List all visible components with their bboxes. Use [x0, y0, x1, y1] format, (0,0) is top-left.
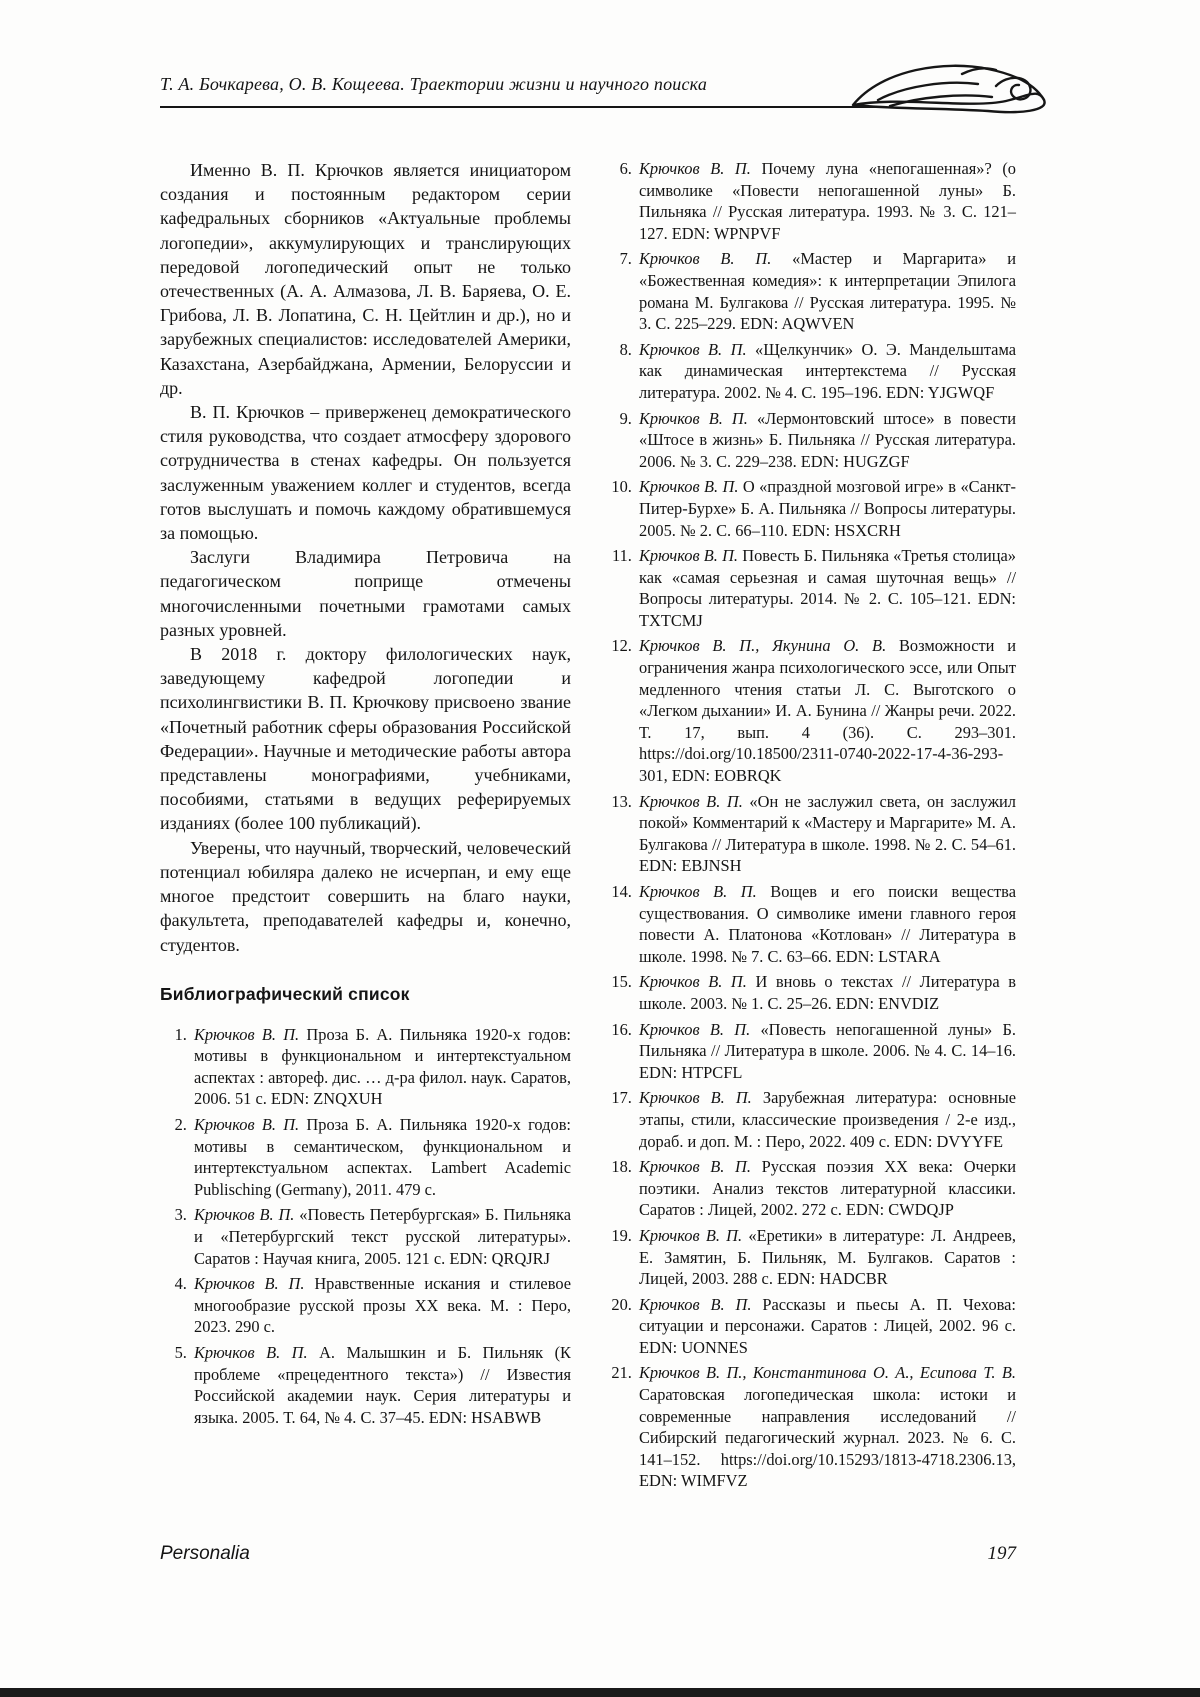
reference-item	[636, 476, 1016, 541]
reference-authors: Крючков В. П.	[639, 1088, 752, 1108]
reference-authors: Крючков В. П.	[194, 1205, 295, 1225]
reference-text: «Повесть Петербургская» Б. Пильняка и «Петербургский текст русской литературы». Саратов : Научая книга, 2005. 121 с. EDN: QRQJRJ	[194, 1205, 571, 1268]
reference-text: И вновь о текстах // Литература в школе. 2003. № 1. С. 25–26. EDN: ENVDIZ	[639, 972, 1016, 1013]
reference-item	[636, 1087, 1016, 1152]
reference-item	[636, 1294, 1016, 1359]
reference-item	[636, 158, 1016, 244]
reference-item	[191, 1204, 571, 1269]
reference-text: Повесть Б. Пильняка «Третья столица» как «самая серьезная и самая шуточная вещь» // Вопросы литературы. 2014. № 2. С. 105–121. EDN: TXTCMJ	[639, 546, 1016, 630]
page-number: 197	[987, 1543, 1016, 1564]
reference-text: Рассказы и пьесы А. П. Чехова: ситуации и персонажи. Саратов : Лицей, 2002. 96 с. EDN: UONNES	[639, 1294, 1016, 1357]
page-header	[160, 74, 1042, 108]
reference-text: «Еретики» в литературе: Л. Андреев, Е. Замятин, Б. Пильняк, М. Булгаков. Саратов : Лицей, 2003. 288 с. EDN: HADCBR	[639, 1225, 1016, 1289]
header-ornament-icon	[850, 57, 1048, 117]
reference-authors: Крючков В. П.	[639, 1019, 751, 1039]
reference-authors: Крючков В. П.	[639, 339, 747, 359]
paragraph: В 2018 г. доктору филологических наук, заведующему кафедрой логопедии и психолингвистики В. П. Крючкову присвоено звание «Почетный работник сферы образования Российской Федерации». Научные и методические работы автора представлены монографиями, учебниками, пособиями, статьями в ведущих реферируемых изданиях (более 100 публикаций).	[160, 644, 571, 834]
reference-authors: Крючков В. П.	[194, 1024, 300, 1044]
reference-item	[636, 408, 1016, 473]
paragraph: Именно В. П. Крючков является инициатором создания и постоянным редактором серии кафедральных сборников «Актуальные проблемы логопедии», аккумулирующих и транслирующих передовой логопедический опыт не только отечественных (А. А. Алмазова, Л. В. Баряева, О. Е. Грибова, Л. В. Лопатина, С. Н. Цейтлин и др.), но и зарубежных специалистов: исследователей Америки, Казахстана, Азербайджана, Армении, Белоруссии и др.	[160, 160, 571, 398]
reference-text: А. Малышкин и Б. Пильняк (К проблеме «прецедентного текста») // Известия Российской академии наук. Серия литературы и языка. 2005. Т. 64, № 4. С. 37–45. EDN: HSABWB	[194, 1343, 571, 1427]
reference-authors: Крючков В. П.	[639, 1225, 743, 1245]
bibliography-heading: Библиографический список	[160, 983, 410, 1004]
reference-authors: Крючков В. П.	[639, 408, 748, 428]
reference-text: Зарубежная литература: основные этапы, стили, классические произведения / 2-е изд., дораб. и доп. М. : Перо, 2022. 409 с. EDN: DVYYFE	[639, 1088, 1016, 1151]
running-title: Т. А. Бочкарева, О. В. Кощеева. Траектории жизни и научного поиска	[160, 74, 708, 94]
reference-item	[191, 1342, 571, 1428]
paragraph: В. П. Крючков – приверженец демократического стиля руководства, что создает атмосферу здорового сотрудничества в стенах кафедры. Он пользуется заслуженным уважением коллег и студентов, всегда готов выслушать и помочь каждому обратившемуся за помощью.	[160, 402, 571, 544]
reference-text: Русская поэзия XX века: Очерки поэтики. Анализ текстов литературной классики. Саратов : Лицей, 2002. 272 с. EDN: CWDQJP	[639, 1157, 1016, 1220]
reference-text: Нравственные искания и стилевое многообразие русской прозы XX века. М. : Перо, 2023. 290 с.	[194, 1274, 571, 1337]
reference-item	[191, 1114, 571, 1200]
reference-item	[636, 791, 1016, 877]
reference-authors: Крючков В. П.	[639, 1157, 751, 1177]
reference-text: «Мастер и Маргарита» и «Божественная комедия»: к интерпретации Эпилога романа М. Булгакова // Русская литература. 1995. № 3. С. 225–229. EDN: AQWVEN	[639, 249, 1016, 334]
page-bottom-edge	[0, 1688, 1200, 1697]
reference-authors: Крючков В. П.	[639, 972, 747, 992]
reference-item	[636, 1362, 1016, 1492]
reference-authors: Крючков В. П.	[639, 159, 751, 178]
article-body	[160, 158, 1016, 1496]
reference-authors: Крючков В. П.	[639, 249, 772, 269]
footer-section-label: Personalia	[160, 1543, 250, 1564]
reference-list-left	[160, 1024, 571, 1429]
page-footer	[160, 1543, 1016, 1565]
reference-item	[636, 971, 1016, 1014]
reference-text: О «праздной мозговой игре» в «Санкт-Питер-Бурхе» Б. А. Пильняка // Вопросы литературы. 2005. № 2. С. 66–110. EDN: HSXCRH	[639, 477, 1016, 540]
reference-list-right	[605, 158, 1016, 1492]
reference-text: «Щелкунчик» О. Э. Мандельштама как динамическая интертекстема // Русская литература. 2002. № 4. С. 195–196. EDN: YJGWQF	[639, 339, 1016, 402]
reference-item	[636, 248, 1016, 334]
reference-text: Вощев и его поиски вещества существования. О символике имени главного героя повести А. Платонова «Котлован» // Литература в школе. 1998. № 7. С. 63–66. EDN: LSTARA	[639, 882, 1016, 966]
reference-authors: Крючков В. П.	[639, 477, 739, 497]
reference-text: Саратовская логопедическая школа: истоки и современные направления исследований // Сибирский педагогический журнал. 2023. № 6. С. 141–152. https://doi.org/10.15293/1813-4718.2306.13, EDN: WIMFVZ	[639, 1385, 1016, 1491]
reference-authors: Крючков В. П.	[639, 882, 757, 901]
right-column	[605, 158, 1016, 1496]
reference-text: Проза Б. А. Пильняка 1920-х годов: мотивы в семантическом, функциональном и интертекстуальном аспектах. Lambert Academic Publisching (Germany), 2011. 479 с.	[194, 1115, 571, 1199]
reference-authors: Крючков В. П.	[639, 791, 743, 811]
reference-text: «Он не заслужил света, он заслужил покой» Комментарий к «Мастеру и Маргарите» М. А. Булгакова // Литература в школе. 1998. № 2. С. 54–61. EDN: EBJNSH	[639, 791, 1016, 876]
reference-item	[636, 881, 1016, 967]
paragraph: Уверены, что научный, творческий, человеческий потенциал юбиляра далеко не исчерпан, и ему еще многое предстоит совершить на благо науки, факультета, преподавателей кафедры и, конечно, студентов.	[160, 837, 571, 955]
reference-text: «Повесть непогашенной луны» Б. Пильняка // Литература в школе. 2006. № 4. С. 14–16. EDN: HTPCFL	[639, 1019, 1016, 1082]
reference-item	[636, 339, 1016, 404]
reference-text: «Лермонтовский штосе» в повести «Штосе в жизнь» Б. Пильняка // Русская литература. 2006. № 3. С. 229–238. EDN: HUGZGF	[639, 408, 1016, 471]
reference-item	[636, 1156, 1016, 1221]
reference-text: Возможности и ограничения жанра психологического эссе, или Опыт медленного чтения статьи Л. С. Выготского о «Легком дыхании» И. А. Бунина // Жанры речи. 2022. Т. 17, вып. 4 (36). С. 293–301. https://doi.org/10.18500/2311-0740-2022-17-4-36-293-301, EDN: EOBRQK	[639, 636, 1016, 786]
reference-text: Проза Б. А. Пильняка 1920-х годов: мотивы в функциональном и интертекстуальном аспектах : автореф. дис. … д-ра филол. наук. Саратов, 2006. 51 с. EDN: ZNQXUH	[194, 1024, 571, 1109]
reference-authors: Крючков В. П., Константинова О. А., Есипова Т. В.	[639, 1363, 1016, 1383]
paragraph: Заслуги Владимира Петровича на педагогическом поприще отмечены многочисленными почетными грамотами самых разных уровней.	[160, 547, 571, 640]
reference-authors: Крючков В. П.	[194, 1343, 308, 1363]
reference-item	[636, 635, 1016, 786]
reference-authors: Крючков В. П.	[194, 1274, 305, 1294]
reference-item	[191, 1273, 571, 1338]
reference-text: Почему луна «непогашенная»? (о символике «Повести непогашенной луны» Б. Пильняка // Русская литература. 1993. № 3. С. 121–127. EDN: WPNPVF	[639, 159, 1016, 243]
reference-item	[636, 1225, 1016, 1290]
left-column	[160, 158, 571, 1432]
reference-authors: Крючков В. П.	[639, 1294, 752, 1314]
reference-item	[636, 1019, 1016, 1084]
reference-authors: Крючков В. П.	[639, 546, 739, 566]
reference-item	[191, 1024, 571, 1110]
reference-authors: Крючков В. П., Якунина О. В.	[639, 636, 887, 656]
reference-item	[636, 545, 1016, 631]
reference-authors: Крючков В. П.	[194, 1115, 300, 1135]
